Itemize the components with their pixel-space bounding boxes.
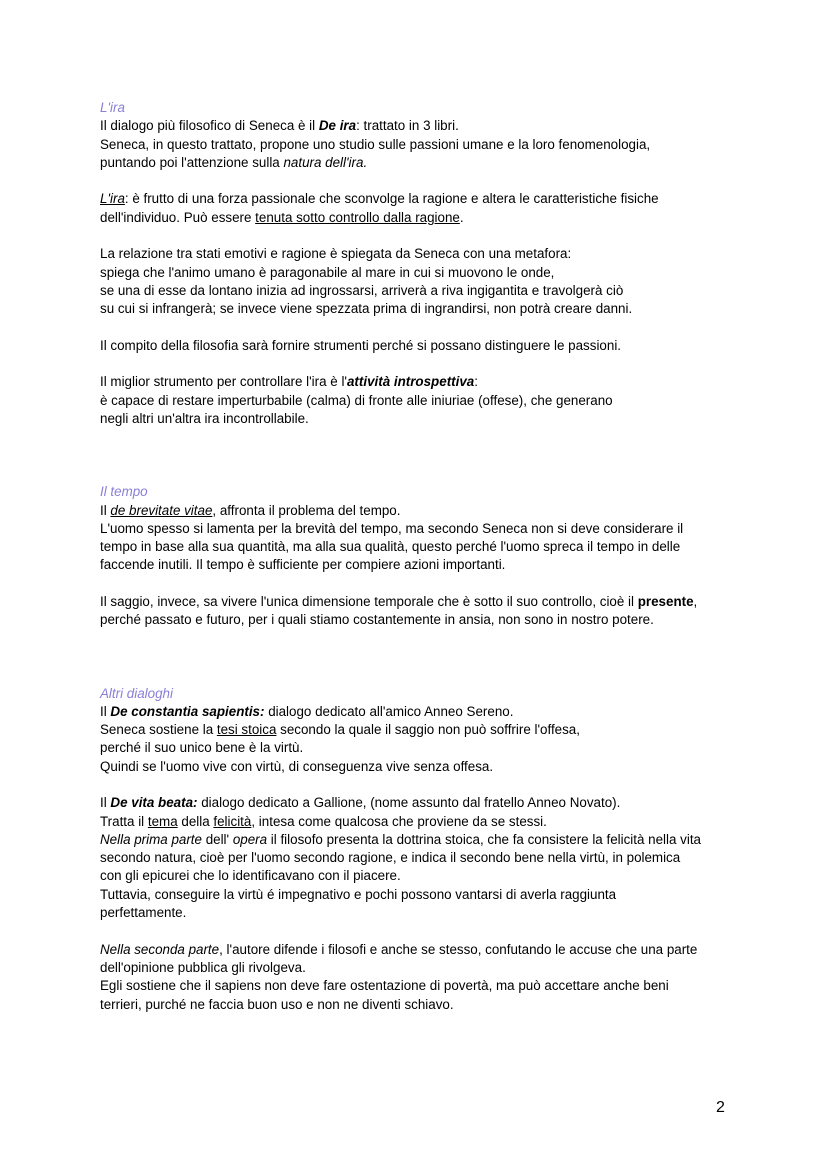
section-ira xyxy=(100,99,760,428)
paragraph-line: dell'opinione pubblica gli rivolgeva. xyxy=(100,959,306,975)
paragraph-line: La relazione tra stati emotivi e ragione è spiegata da Seneca con una metafora: xyxy=(100,246,572,262)
paragraph-line: Egli sostiene che il sapiens non deve fare ostentazione di povertà, ma può accettare anche beni xyxy=(100,978,669,994)
paragraph-line: Seneca, in questo trattato, propone uno studio sulle passioni umane e la loro fenomenologia, xyxy=(100,136,651,152)
paragraph-line: tempo in base alla sua quantità, ma alla sua qualità, questo perché l'uomo spreca il tempo in delle xyxy=(100,539,681,555)
paragraph-line: Il miglior strumento per controllare l'ira è l'attività introspettiva: xyxy=(100,374,478,390)
paragraph-line: su cui si infrangerà; se invece viene spezzata prima di ingrandirsi, non potrà creare danni. xyxy=(100,301,633,317)
paragraph-line: Il saggio, invece, sa vivere l'unica dimensione temporale che è sotto il suo controllo, cioè il presente, xyxy=(100,594,698,610)
paragraph-line: Il dialogo più filosofico di Seneca è il De ira: trattato in 3 libri. xyxy=(100,118,459,134)
paragraph-line: Quindi se l'uomo vive con virtù, di conseguenza vive senza offesa. xyxy=(100,758,494,774)
paragraph-line: Seneca sostiene la tesi stoica secondo la quale il saggio non può soffrire l'offesa, xyxy=(100,722,580,738)
paragraph-line: con gli epicurei che lo identificavano con il piacere. xyxy=(100,868,401,884)
paragraph-line: perché passato e futuro, per i quali stiamo costantemente in ansia, non sono in nostro potere. xyxy=(100,612,654,628)
paragraph-line: L'uomo spesso si lamenta per la brevità del tempo, ma secondo Seneca non si deve considerare il xyxy=(100,520,684,536)
paragraph-line: perché il suo unico bene è la virtù. xyxy=(100,740,304,756)
paragraph-line: faccende inutili. Il tempo è sufficiente per compiere azioni importanti. xyxy=(100,557,506,573)
paragraph-line: Tratta il tema della felicità, intesa come qualcosa che proviene da se stessi. xyxy=(100,813,547,829)
section-heading: Il tempo xyxy=(100,484,148,500)
paragraph-line: Il compito della filosofia sarà fornire strumenti perché si possano distinguere le passioni. xyxy=(100,337,622,353)
section-tempo xyxy=(100,483,760,629)
paragraph-line: Tuttavia, conseguire la virtù é impegnativo e pochi possono vantarsi di averla raggiunta xyxy=(100,886,617,902)
paragraph-line: Il De constantia sapientis: dialogo dedicato all'amico Anneo Sereno. xyxy=(100,703,514,719)
paragraph-line: Il De vita beata: dialogo dedicato a Gallione, (nome assunto dal fratello Anneo Novato). xyxy=(100,795,621,811)
paragraph-line: L'ira: è frutto di una forza passionale che sconvolge la ragione e altera le caratteristiche fisiche xyxy=(100,191,659,207)
paragraph-line: è capace di restare imperturbabile (calma) di fronte alle iniuriae (offese), che generano xyxy=(100,392,613,408)
paragraph-line: dell'individuo. Può essere tenuta sotto controllo dalla ragione. xyxy=(100,209,464,225)
paragraph-line: terrieri, purché ne faccia buon uso e non ne diventi schiavo. xyxy=(100,996,454,1012)
paragraph-line: puntando poi l'attenzione sulla natura dell'ira. xyxy=(100,154,368,170)
paragraph-line: Il de brevitate vitae, affronta il problema del tempo. xyxy=(100,502,401,518)
paragraph-line: negli altri un'altra ira incontrollabile. xyxy=(100,411,309,427)
document-page xyxy=(100,99,760,1014)
section-heading: Altri dialoghi xyxy=(100,685,173,701)
section-heading: L'ira xyxy=(100,100,125,115)
paragraph-line: Nella seconda parte, l'autore difende i filosofi e anche se stesso, confutando le accuse che una parte xyxy=(100,941,698,957)
paragraph-line: spiega che l'animo umano è paragonabile al mare in cui si muovono le onde, xyxy=(100,264,555,280)
section-altri-dialoghi xyxy=(100,685,760,1014)
paragraph-line: perfettamente. xyxy=(100,905,187,921)
paragraph-line: secondo natura, cioè per l'uomo secondo ragione, e indica il secondo bene nella virtù, in polemica xyxy=(100,850,681,866)
paragraph-line: Nella prima parte dell' opera il filosofo presenta la dottrina stoica, che fa consistere la felicità nella vita xyxy=(100,831,701,847)
page-number: 2 xyxy=(716,1099,725,1116)
paragraph-line: se una di esse da lontano inizia ad ingrossarsi, arriverà a riva ingigantita e travolgerà ciò xyxy=(100,282,624,298)
